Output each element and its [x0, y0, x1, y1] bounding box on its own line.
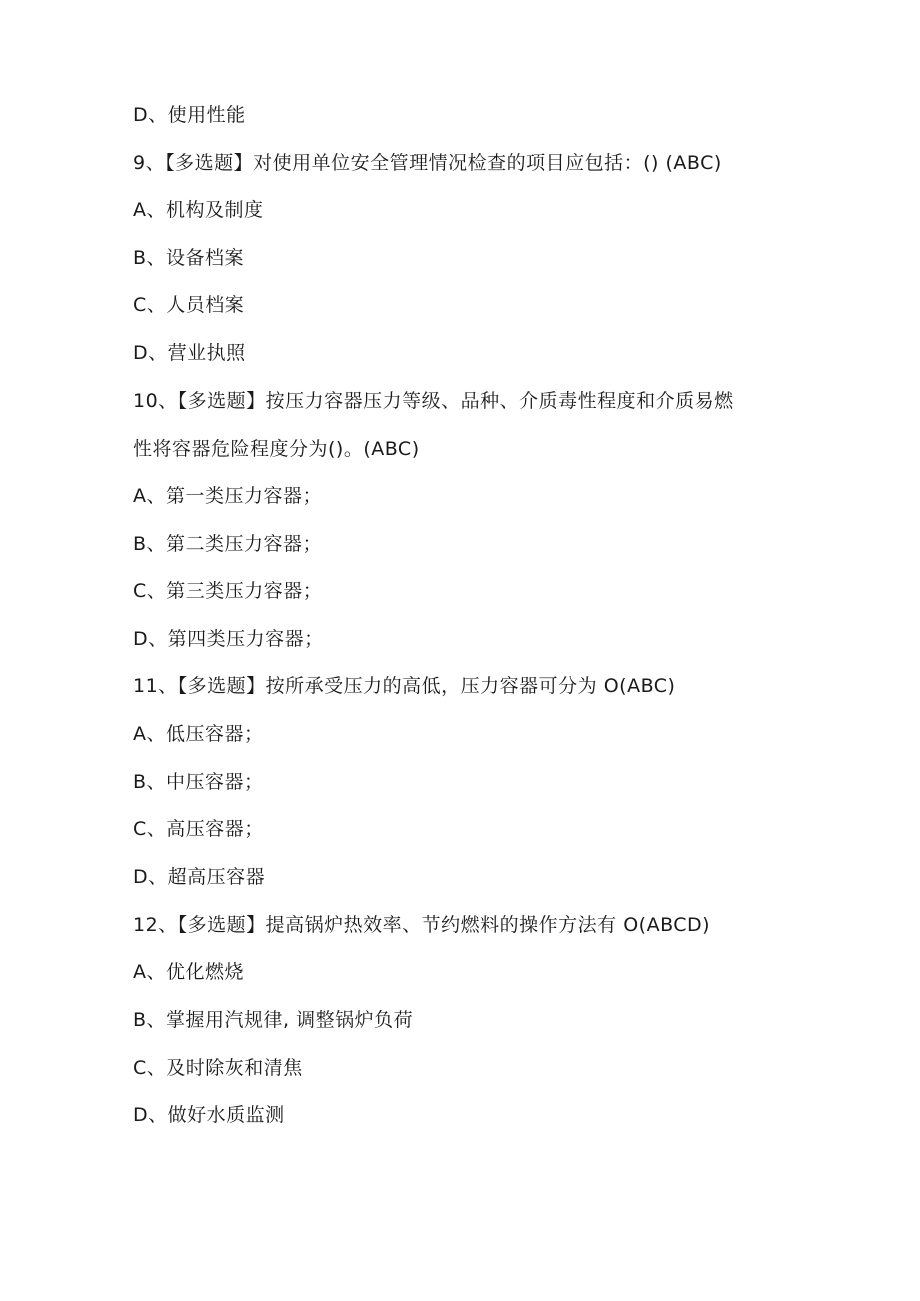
option-b-q10: B、第二类压力容器；: [133, 533, 323, 555]
option-d-q10: D、第四类压力容器；: [133, 628, 324, 650]
option-d-q8: D、使用性能: [133, 104, 246, 126]
option-b-q11: B、中压容器；: [133, 771, 264, 793]
option-b-q9: B、设备档案: [133, 247, 245, 269]
option-a-q11: A、低压容器；: [133, 723, 264, 745]
option-a-q10: A、第一类压力容器；: [133, 485, 322, 507]
option-c-q10: C、第三类压力容器；: [133, 580, 323, 602]
option-c-q11: C、高压容器；: [133, 818, 264, 840]
question-12: 12、【多选题】提高锅炉热效率、节约燃料的操作方法有 O(ABCD): [133, 914, 711, 936]
question-10: 10、【多选题】按压力容器压力等级、品种、介质毒性程度和介质易燃: [133, 390, 734, 412]
option-a-q12: A、优化燃烧: [133, 961, 244, 983]
option-c-q12: C、及时除灰和清焦: [133, 1057, 303, 1079]
question-9: 9、【多选题】对使用单位安全管理情况检查的项目应包括：() (ABC): [133, 152, 722, 174]
option-d-q12: D、做好水质监测: [133, 1104, 285, 1126]
option-d-q11: D、超高压容器: [133, 866, 266, 888]
option-c-q9: C、人员档案: [133, 294, 245, 316]
option-b-q12: B、掌握用汽规律, 调整锅炉负荷: [133, 1009, 414, 1031]
option-a-q9: A、机构及制度: [133, 199, 264, 221]
question-11: 11、【多选题】按所承受压力的高低，压力容器可分为 O(ABC): [133, 675, 676, 697]
option-d-q9: D、营业执照: [133, 342, 246, 364]
question-10-continued: 性将容器危险程度分为()。(ABC): [133, 438, 420, 460]
